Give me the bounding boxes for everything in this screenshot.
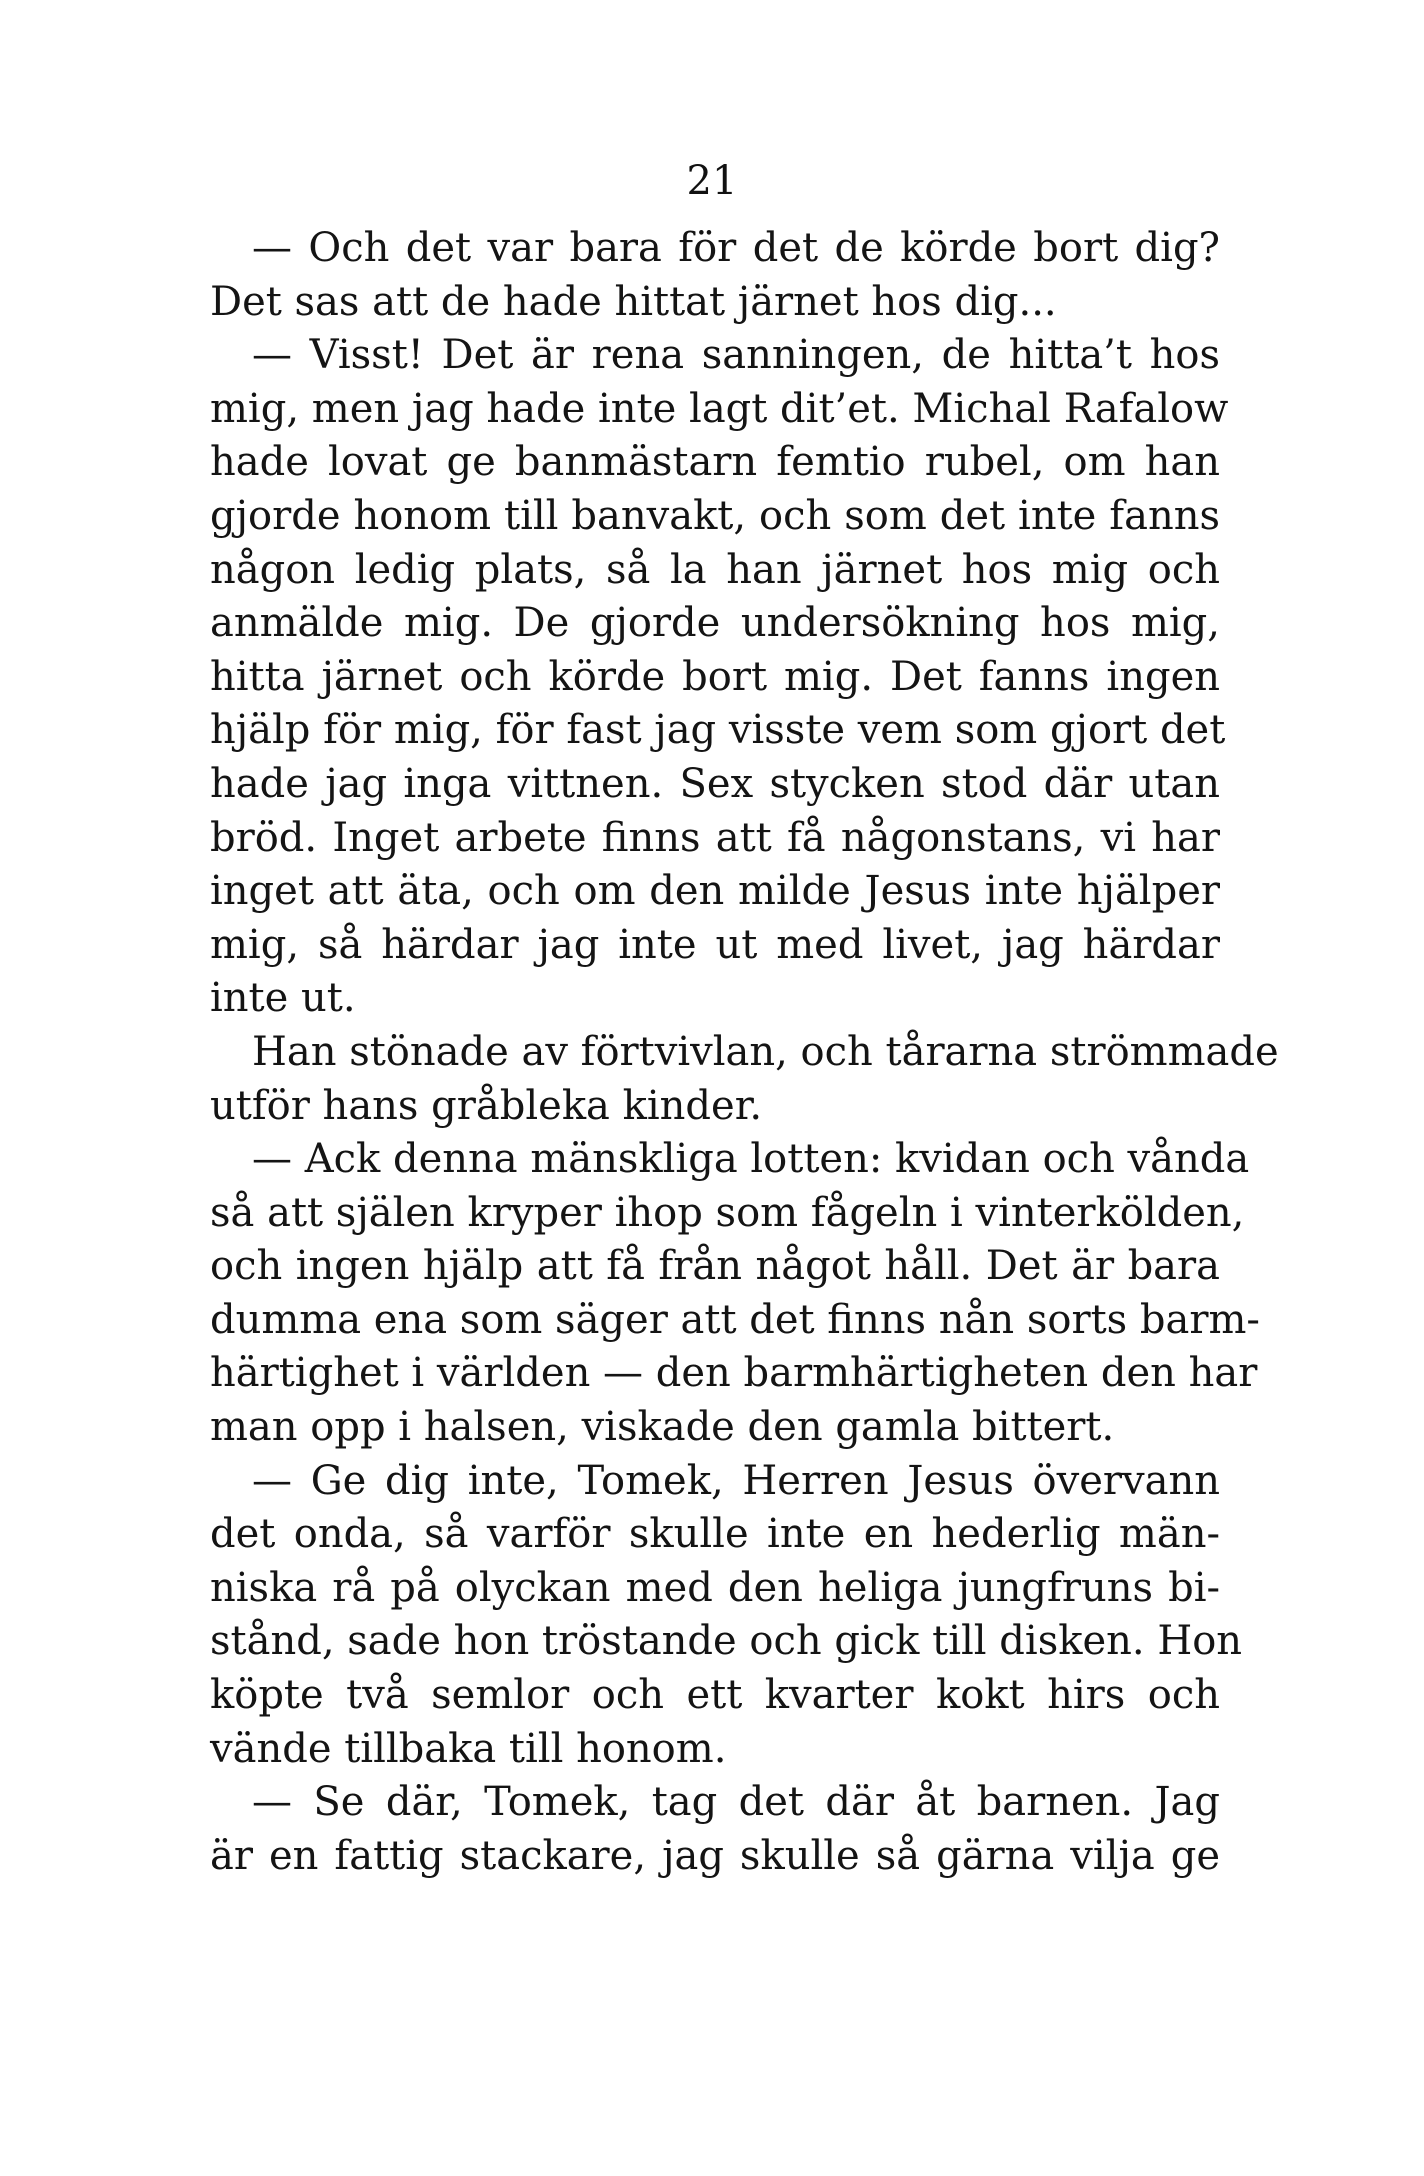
text-line: vände tillbaka till honom.	[210, 1725, 727, 1772]
text-line: mig, men jag hade inte lagt dit’et. Michal Rafalow	[210, 385, 1229, 432]
text-line: — Ack denna mänskliga lotten: kvidan och vånda	[252, 1136, 1250, 1183]
text-line: hitta järnet och körde bort mig. Det fanns ingen	[210, 653, 1220, 700]
text-line: — Se där, Tomek, tag det där åt barnen. Jag	[252, 1779, 1220, 1826]
text-line: stånd, sade hon tröstande och gick till disken. Hon	[210, 1618, 1243, 1665]
text-line: någon ledig plats, så la han järnet hos mig och	[210, 546, 1220, 593]
text-line: bröd. Inget arbete finns att få någonstans, vi har	[210, 814, 1220, 861]
text-line: härtighet i världen — den barmhärtigheten den har	[210, 1350, 1258, 1397]
body-text	[210, 222, 1279, 1883]
text-line: man opp i halsen, viskade den gamla bittert.	[210, 1404, 1115, 1451]
text-line: utför hans gråbleka kinder.	[210, 1082, 763, 1129]
text-line: och ingen hjälp att få från något håll. Det är bara	[210, 1243, 1220, 1290]
text-line: Han stönade av förtvivlan, och tårarna strömmade	[252, 1028, 1279, 1075]
text-line: gjorde honom till banvakt, och som det inte fanns	[210, 492, 1220, 539]
text-line: — Och det var bara för det de körde bort dig?	[252, 225, 1220, 271]
text-line: hade lovat ge banmästarn femtio rubel, om han	[210, 439, 1220, 486]
text-line: — Visst! Det är rena sanningen, de hitta’t hos	[252, 332, 1220, 379]
text-line: hade jag inga vittnen. Sex stycken stod där utan	[210, 760, 1220, 807]
text-line: inget att äta, och om den milde Jesus inte hjälper	[210, 868, 1220, 915]
text-line: köpte två semlor och ett kvarter kokt hirs och	[210, 1672, 1220, 1719]
text-line: hjälp för mig, för fast jag visste vem som gjort det	[210, 707, 1226, 754]
text-line: Det sas att de hade hittat järnet hos dig...	[210, 278, 1057, 325]
page-number: 21	[686, 158, 738, 204]
text-line: — Ge dig inte, Tomek, Herren Jesus övervann	[252, 1457, 1220, 1504]
text-line: det onda, så varför skulle inte en hederlig män-	[210, 1511, 1220, 1558]
text-line: så att själen kryper ihop som fågeln i vinterkölden,	[210, 1189, 1245, 1236]
text-line: mig, så härdar jag inte ut med livet, jag härdar	[210, 921, 1220, 968]
text-line: anmälde mig. De gjorde undersökning hos mig,	[210, 600, 1220, 647]
text-line: niska rå på olyckan med den heliga jungfruns bi-	[210, 1564, 1220, 1611]
text-line: inte ut.	[210, 975, 356, 1022]
text-line: är en fattig stackare, jag skulle så gärna vilja ge	[210, 1832, 1220, 1879]
text-line: dumma ena som säger att det finns nån sorts barm-	[210, 1296, 1260, 1343]
